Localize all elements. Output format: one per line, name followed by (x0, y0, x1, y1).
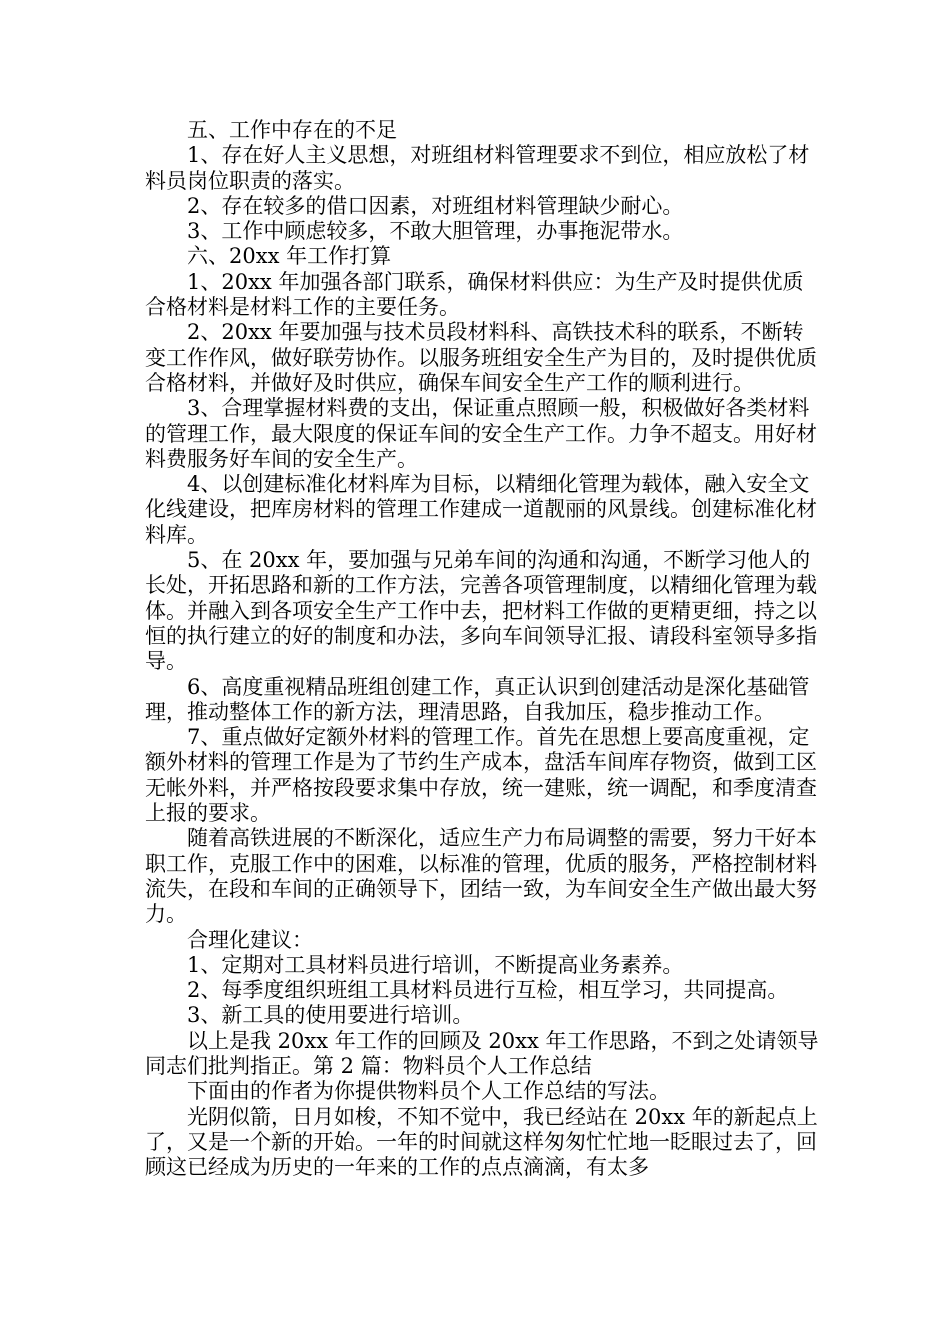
paragraph-suggestion-2: 2、每季度组织班组工具材料员进行互检，相互学习，共同提高。 (187, 978, 789, 1003)
paragraph-suggestion-3: 3、新工具的使用要进行培训。 (187, 1003, 474, 1028)
section-heading-shortcomings: 五、工作中存在的不足 (187, 118, 397, 142)
paragraph-plan-1: 1、20xx 年加强各部门联系，确保材料供应：为生产及时提供优质合格材料是材料工作的主要任务。 (145, 269, 804, 320)
paragraph-shortcoming-3: 3、工作中顾虑较多，不敢大胆管理，办事拖泥带水。 (187, 219, 684, 244)
section-heading-suggestions: 合理化建议： (187, 927, 313, 952)
paragraph-part2-opening: 光阴似箭，日月如梭，不知不觉中，我已经站在 20xx 年的新起点上了，又是一个新的开始。一年的时间就这样匆匆忙忙地一眨眼过去了，回顾这已经成为历史的一年来的工作的点点滴滴，有太多 (145, 1104, 818, 1180)
paragraph-plan-6: 6、高度重视精品班组创建工作，真正认识到创建活动是深化基础管理，推动整体工作的新方法，理清思路，自我加压，稳步推动工作。 (145, 674, 810, 724)
paragraph-plan-2: 2、20xx 年要加强与技术员段材料科、高铁技术科的联系，不断转变工作作风，做好联劳协作。以服务班组安全生产为目的，及时提供优质合格材料，并做好及时供应，确保车间安全生产工作的顺利进行。 (145, 320, 817, 395)
paragraph-plan-3: 3、合理掌握材料费的支出，保证重点照顾一般，积极做好各类材料的管理工作，最大限度的保证车间的安全生产工作。力争不超支。用好材料费服务好车间的安全生产。 (145, 396, 817, 471)
paragraph-shortcoming-2: 2、存在较多的借口因素，对班组材料管理缺少耐心。 (187, 193, 684, 218)
paragraph-conclusion: 随着高铁进展的不断深化，适应生产力布局调整的需要，努力干好本职工作，克服工作中的困难，以标准的管理，优质的服务，严格控制材料流失，在段和车间的正确领导下，团结一致，为车间安全生产做出最大努力。 (145, 826, 817, 927)
paragraph-plan-4: 4、以创建标准化材料库为目标，以精细化管理为载体，融入安全文化线建设，把库房材料的管理工作建成一道靓丽的风景线。创建标准化材料库。 (145, 472, 817, 547)
document-body (145, 118, 820, 1180)
paragraph-shortcoming-1: 1、存在好人主义思想，对班组材料管理要求不到位，相应放松了材料员岗位职责的落实。 (145, 143, 810, 193)
paragraph-suggestion-1: 1、定期对工具材料员进行培训，不断提高业务素养。 (187, 952, 684, 977)
paragraph-closing: 以上是我 20xx 年工作的回顾及 20xx 年工作思路，不到之处请领导同志们批判指正。第 2 篇：物料员个人工作总结 (145, 1028, 819, 1078)
paragraph-intro-part2: 下面由的作者为你提供物料员个人工作总结的写法。 (187, 1079, 670, 1104)
section-heading-plan: 六、20xx 年工作打算 (187, 244, 392, 269)
paragraph-plan-5: 5、在 20xx 年，要加强与兄弟车间的沟通和沟通，不断学习他人的长处，开拓思路和新的工作方法，完善各项管理制度，以精细化管理为载体。并融入到各项安全生产工作中去，把材料工作做的更精更细，持之以恒的执行建立的好的制度和办法，多向车间领导汇报、请段科室领导多指导。 (145, 548, 817, 674)
paragraph-plan-7: 7、重点做好定额外材料的管理工作。首先在思想上要高度重视，定额外材料的管理工作是为了节约生产成本，盘活车间库存物资，做到工区无帐外料，并严格按段要求集中存放，统一建账，统一调配，和季度清查上报的要求。 (145, 725, 817, 826)
